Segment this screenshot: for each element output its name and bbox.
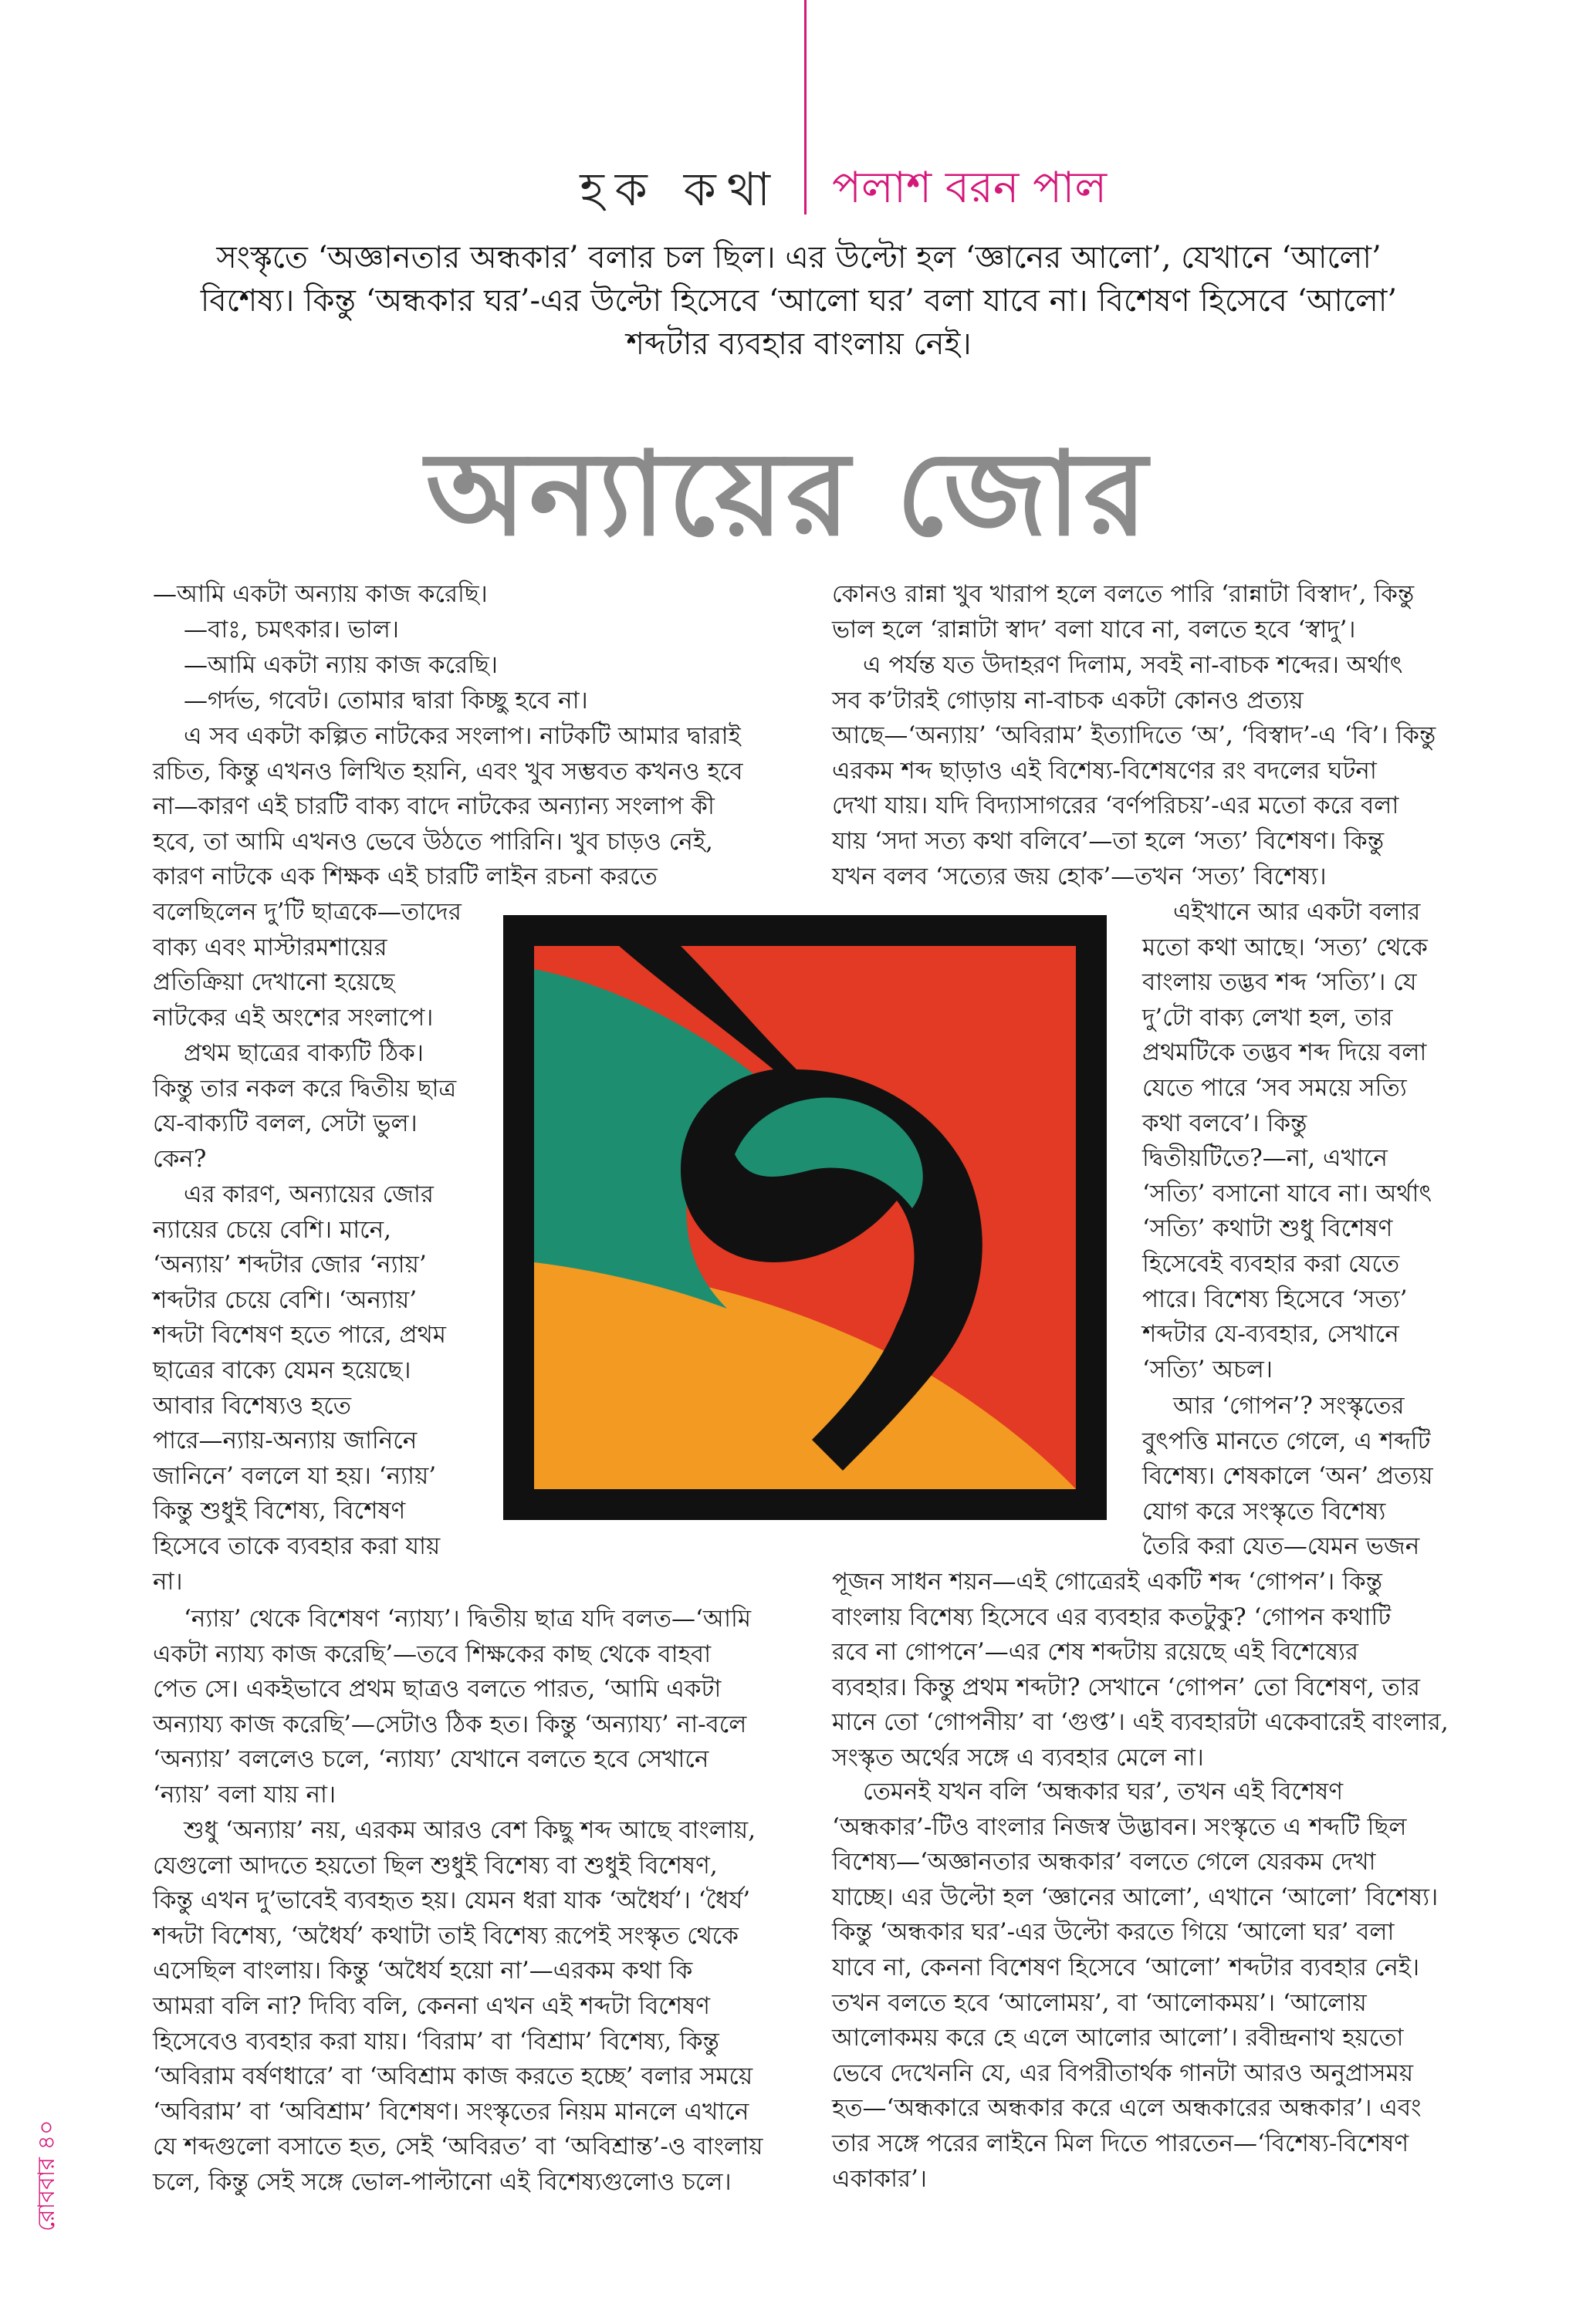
folio-text: রোববার ৪০	[33, 2120, 60, 2231]
body-text-line: প্রতিক্রিয়া দেখানো হয়েছে	[153, 968, 395, 997]
body-text-line: ভেবে দেখেননি যে, এর বিপরীতার্থক গানটা আরও অনুপ্রাসময়	[832, 2059, 1414, 2087]
body-text-line: যায় ‘সদা সত্য কথা বলিবে’—তা হলে ‘সত্য’ বিশেষণ। কিন্তু	[832, 827, 1385, 855]
body-text-line: রচিত, কিন্তু এখনও লিখিত হয়নি, এবং খুব সম্ভবত কখনও হবে	[153, 757, 743, 785]
body-text-line: বুৎপত্তি মানতে গেলে, এ শব্দটি	[1142, 1427, 1431, 1455]
body-text-line: শব্দটার যে-ব্যবহার, সেখানে	[1142, 1320, 1399, 1349]
body-text-line: ‘অন্যায়’ শব্দটার জোর ‘ন্যায়’	[153, 1251, 427, 1279]
standfirst-line: বিশেষ্য। কিন্তু ‘অন্ধকার ঘর’-এর উল্টো হিসেবে ‘আলো ঘর’ বলা যাবে না। বিশেষণ হিসেবে ‘আলো’	[200, 283, 1398, 319]
body-text-line: ন্যায়ের চেয়ে বেশি। মানে,	[153, 1215, 391, 1244]
body-text-line: কথা বলবে’। কিন্তু	[1142, 1109, 1307, 1137]
body-text-line: তেমনই যখন বলি ‘অন্ধকার ঘর’, তখন এই বিশেষণ	[863, 1778, 1344, 1805]
body-text-line: হিসেবেও ব্যবহার করা যায়। ‘বিরাম’ বা ‘বিশ্রাম’ বিশেষ্য, কিন্তু	[153, 2027, 719, 2055]
body-text-line: কিন্তু ‘অন্ধকার ঘর’-এর উল্টো করতে গিয়ে ‘আলো ঘর’ বলা	[832, 1918, 1395, 1947]
illustration-abstract-letter	[503, 915, 1107, 1520]
body-text-line: ‘সত্যি’ কথাটা শুধু বিশেষণ	[1142, 1214, 1393, 1243]
body-text-line: মানে তো ‘গোপনীয়’ বা ‘গুপ্ত’। এই ব্যবহারটা একেবারেই বাংলার,	[832, 1708, 1449, 1737]
body-text-line: বিশেষ্য—‘অজ্ঞানতার অন্ধকার’ বলতে গেলে যেরকম দেখা	[832, 1848, 1376, 1876]
page-folio	[28, 2120, 74, 2324]
body-text-line: যোগ করে সংস্কৃতে বিশেষ্য	[1142, 1497, 1386, 1525]
body-text-line: এসেছিল বাংলায়। কিন্তু ‘অধৈর্য হয়ো না’—এরকম কথা কি	[153, 1957, 693, 1985]
body-text-line: একাকার’।	[832, 2164, 927, 2193]
body-text-line: পেত সে। একইভাবে প্রথম ছাত্রও বলতে পারত, ‘আমি একটা	[153, 1675, 722, 1704]
body-text-line: ছাত্রের বাক্যে যেমন হয়েছে।	[153, 1356, 411, 1384]
article-header	[0, 154, 1576, 216]
body-text-line: আমরা বলি না? দিব্যি বলি, কেননা এখন এই শব্দটা বিশেষণ	[153, 1992, 710, 2020]
body-text-line: একটা ন্যায্য কাজ করেছি’—তবে শিক্ষকের কাছ থেকে বাহবা	[153, 1640, 712, 1668]
body-text-line: পারে। বিশেষ্য হিসেবে ‘সত্য’	[1142, 1285, 1408, 1313]
body-text-line: কিন্তু এখন দু’ভাবেই ব্যবহৃত হয়। যেমন ধরা যাক ‘অধৈর্য’। ‘ধৈর্য’	[153, 1887, 751, 1915]
body-text-line: এইখানে আর একটা বলার	[1173, 898, 1421, 926]
standfirst-line: সংস্কৃতে ‘অজ্ঞানতার অন্ধকার’ বলার চল ছিল। এর উল্টো হল ‘জ্ঞানের আলো’, যেখানে ‘আলো’	[216, 240, 1382, 275]
body-text-line: পারে—ন্যায়-অন্যায় জানিনে	[153, 1427, 418, 1455]
body-text-line: এর কারণ, অন্যায়ের জোর	[184, 1181, 434, 1208]
body-text-line: পূজন সাধন শয়ন—এই গোত্রেরই একটি শব্দ ‘গোপন’। কিন্তু	[832, 1568, 1382, 1596]
body-text-line: ভাল হলে ‘রান্নাটা স্বাদ’ বলা যাবে না, বলতে হবে ‘স্বাদু’।	[832, 615, 1356, 643]
body-text-line: যাচ্ছে। এর উল্টো হল ‘জ্ঞানের আলো’, এখানে ‘আলো’ বিশেষ্য।	[832, 1883, 1439, 1911]
body-text-line: ‘অন্যায়’ বললেও চলে, ‘ন্যায্য’ যেখানে বলতে হবে সেখানে	[153, 1745, 709, 1774]
body-text-line: কিন্তু তার নকল করে দ্বিতীয় ছাত্র	[153, 1074, 457, 1103]
body-text-line: আর ‘গোপন’? সংস্কৃতের	[1173, 1392, 1405, 1420]
body-text-line: —গর্দভ, গবেট। তোমার দ্বারা কিচ্ছু হবে না।	[184, 687, 588, 714]
body-text-line: জানিনে’ বললে যা হয়। ‘ন্যায়’	[153, 1461, 437, 1490]
body-text-line: ‘সত্যি’ বসানো যাবে না। অর্থাৎ	[1142, 1179, 1432, 1208]
body-text-line: না—কারণ এই চারটি বাক্য বাদে নাটকের অন্যান্য সংলাপ কী	[153, 792, 715, 821]
body-text-line: ‘ন্যায়’ বলা যায় না।	[153, 1781, 337, 1809]
body-text-line: হিসেবে তাকে ব্যবহার করা যায়	[153, 1532, 441, 1560]
standfirst-line: শব্দটার ব্যবহার বাংলায় নেই।	[626, 326, 972, 362]
body-text-line: বাংলায় বিশেষ্য হিসেবে এর ব্যবহার কতটুকু? ‘গোপন কথাটি	[832, 1603, 1392, 1631]
body-text-line: ‘সত্যি’ অচল।	[1142, 1355, 1273, 1383]
body-text-line: —আমি একটা ন্যায় কাজ করেছি।	[184, 651, 498, 679]
body-text-line: যে শব্দগুলো বসাতে হত, সেই ‘অবিরত’ বা ‘অবিশ্রান্ত’-ও বাংলায়	[153, 2133, 763, 2161]
body-text-line: বলেছিলেন দু’টি ছাত্রকে—তাদের	[153, 898, 462, 926]
body-text-line: আবার বিশেষ্যও হতে	[153, 1391, 351, 1420]
body-text-line: প্রথম ছাত্রের বাক্যটি ঠিক।	[184, 1039, 424, 1067]
body-text-line: শব্দটা বিশেষ্য, ‘অধৈর্য’ কথাটা তাই বিশেষ্য রূপেই সংস্কৃত থেকে	[153, 1921, 739, 1950]
body-text-line: হত—‘অন্ধকারে অন্ধকার করে এলে অন্ধকারের অন্ধকার’। এবং	[832, 2094, 1422, 2123]
body-text-line: কিন্তু শুধুই বিশেষ্য, বিশেষণ	[153, 1497, 406, 1525]
body-text-line: —বাঃ, চমৎকার। ভাল।	[184, 616, 399, 643]
column-name: হক কথা	[580, 163, 781, 217]
article-standfirst	[162, 236, 1436, 366]
body-text-line: ‘অবিরাম বর্ষণধারে’ বা ‘অবিশ্রাম কাজ করতে হচ্ছে’ বলার সময়ে	[153, 2062, 753, 2091]
body-text-line: কারণ নাটকে এক শিক্ষক এই চারটি লাইন রচনা করতে	[153, 863, 658, 891]
body-text-line: এ পর্যন্ত যত উদাহরণ দিলাম, সবই না-বাচক শব্দের। অর্থাৎ	[863, 651, 1403, 679]
body-text-line: বাক্য এবং মাস্টারমশায়ের	[153, 933, 387, 961]
body-text-line: —আমি একটা অন্যায় কাজ করেছি।	[153, 580, 488, 608]
body-text-line: দ্বিতীয়টিতে?—না, এখানে	[1142, 1144, 1388, 1173]
body-text-line: হিসেবেই ব্যবহার করা যেতে	[1142, 1250, 1400, 1278]
body-text-line: বাংলায় তদ্ভব শব্দ ‘সত্যি’। যে	[1142, 968, 1417, 997]
body-text-line: শুধু ‘অন্যায়’ নয়, এরকম আরও বেশ কিছু শব্দ আছে বাংলায়,	[184, 1816, 756, 1844]
body-text-line: কোনও রান্না খুব খারাপ হলে বলতে পারি ‘রান্নাটা বিস্বাদ’, কিন্তু	[832, 580, 1415, 608]
body-text-line: শব্দটার চেয়ে বেশি। ‘অন্যায়’	[153, 1285, 418, 1314]
body-text-line: ব্যবহার। কিন্তু প্রথম শব্দটা? সেখানে ‘গোপন’ তো বিশেষণ, তার	[832, 1673, 1420, 1701]
body-text-line: তার সঙ্গে পরের লাইনে মিল দিতে পারতেন—‘বিশেষ্য-বিশেষণ	[832, 2130, 1409, 2157]
body-text-line: ‘ন্যায়’ থেকে বিশেষণ ‘ন্যায্য’। দ্বিতীয় ছাত্র যদি বলত—‘আমি	[184, 1605, 752, 1633]
body-text-line: না।	[153, 1567, 183, 1596]
article-title: অন্যায়ের জোর	[425, 426, 1151, 562]
body-text-line: সংস্কৃত অর্থের সঙ্গে এ ব্যবহার মেলে না।	[832, 1744, 1204, 1772]
body-text-line: যাবে না, কেননা বিশেষণ হিসেবে ‘আলো’ শব্দটার ব্যবহার নেই।	[832, 1954, 1420, 1981]
body-text-line: আছে—‘অন্যায়’ ‘অবিরাম’ ইত্যাদিতে ‘অ’, ‘বিস্বাদ’-এ ‘বি’। কিন্তু	[832, 721, 1436, 750]
body-text-line: যে-বাক্যটি বলল, সেটা ভুল।	[153, 1110, 418, 1138]
body-text-line: ‘অন্ধকার’-টিও বাংলার নিজস্ব উদ্ভাবন। সংস্কৃতে এ শব্দটি ছিল	[832, 1812, 1407, 1841]
body-text-line: এ সব একটা কল্পিত নাটকের সংলাপ। নাটকটি আমার দ্বারাই	[184, 722, 741, 750]
body-text-line: শব্দটা বিশেষণ হতে পারে, প্রথম	[153, 1321, 446, 1349]
body-text-line: তৈরি করা যেত—যেমন ভজন	[1142, 1532, 1420, 1561]
body-text-line: হবে, তা আমি এখনও ভেবে উঠতে পারিনি। খুব চাড়ও নেই,	[153, 827, 713, 856]
author-name: পলাশ বরন পাল	[832, 163, 1108, 213]
body-text-line: দেখা যায়। যদি বিদ্যাসাগরের ‘বর্ণপরিচয়’-এর মতো করে বলা	[832, 792, 1399, 820]
body-text-line: যেগুলো আদতে হয়তো ছিল শুধুই বিশেষ্য বা শুধুই বিশেষণ,	[153, 1851, 718, 1880]
body-text-line: আলোকময় করে হে এলে আলোর আলো’। রবীন্দ্রনাথ হয়তো	[832, 2024, 1404, 2052]
body-text-line: অন্যায্য কাজ করেছি’—সেটাও ঠিক হত। কিন্তু ‘অন্যায্য’ না-বলে	[153, 1710, 747, 1738]
body-text-line: তখন বলতে হবে ‘আলোময়’, বা ‘আলোকময়’। ‘আলোয়	[832, 1988, 1367, 2017]
body-text-line: ‘অবিরাম’ বা ‘অবিশ্রাম’ বিশেষণ। সংস্কৃতের নিয়ম মানলে এখানে	[153, 2097, 749, 2126]
body-text-line: চলে, কিন্তু সেই সঙ্গে ভোল-পাল্টানো এই বিশেষ্যগুলোও চলে।	[153, 2168, 732, 2196]
body-text-line: যখন বলব ‘সত্যের জয় হোক’—তখন ‘সত্য’ বিশেষ্য।	[832, 862, 1327, 890]
body-text-line: মতো কথা আছে। ‘সত্য’ থেকে	[1142, 933, 1428, 961]
body-text-line: প্রথমটিকে তদ্ভব শব্দ দিয়ে বলা	[1142, 1039, 1427, 1067]
body-text-line: সব ক’টারই গোড়ায় না-বাচক একটা কোনও প্রত্যয়	[832, 686, 1304, 714]
body-text-line: কেন?	[153, 1144, 207, 1173]
body-text-line: এরকম শব্দ ছাড়াও এই বিশেষ্য-বিশেষণের রং বদলের ঘটনা	[832, 756, 1377, 785]
body-text-line: বিশেষ্য। শেষকালে ‘অন’ প্রত্যয়	[1142, 1462, 1433, 1491]
body-text-line: যেতে পারে ‘সব সময়ে সত্যি	[1142, 1074, 1407, 1102]
body-text-line: দু’টো বাক্য লেখা হল, তার	[1142, 1003, 1393, 1032]
body-text-line: নাটকের এই অংশের সংলাপে।	[153, 1003, 434, 1032]
body-text-line: রবে না গোপনে’—এর শেষ শব্দটায় রয়েছে এই বিশেষ্যের	[832, 1638, 1359, 1667]
